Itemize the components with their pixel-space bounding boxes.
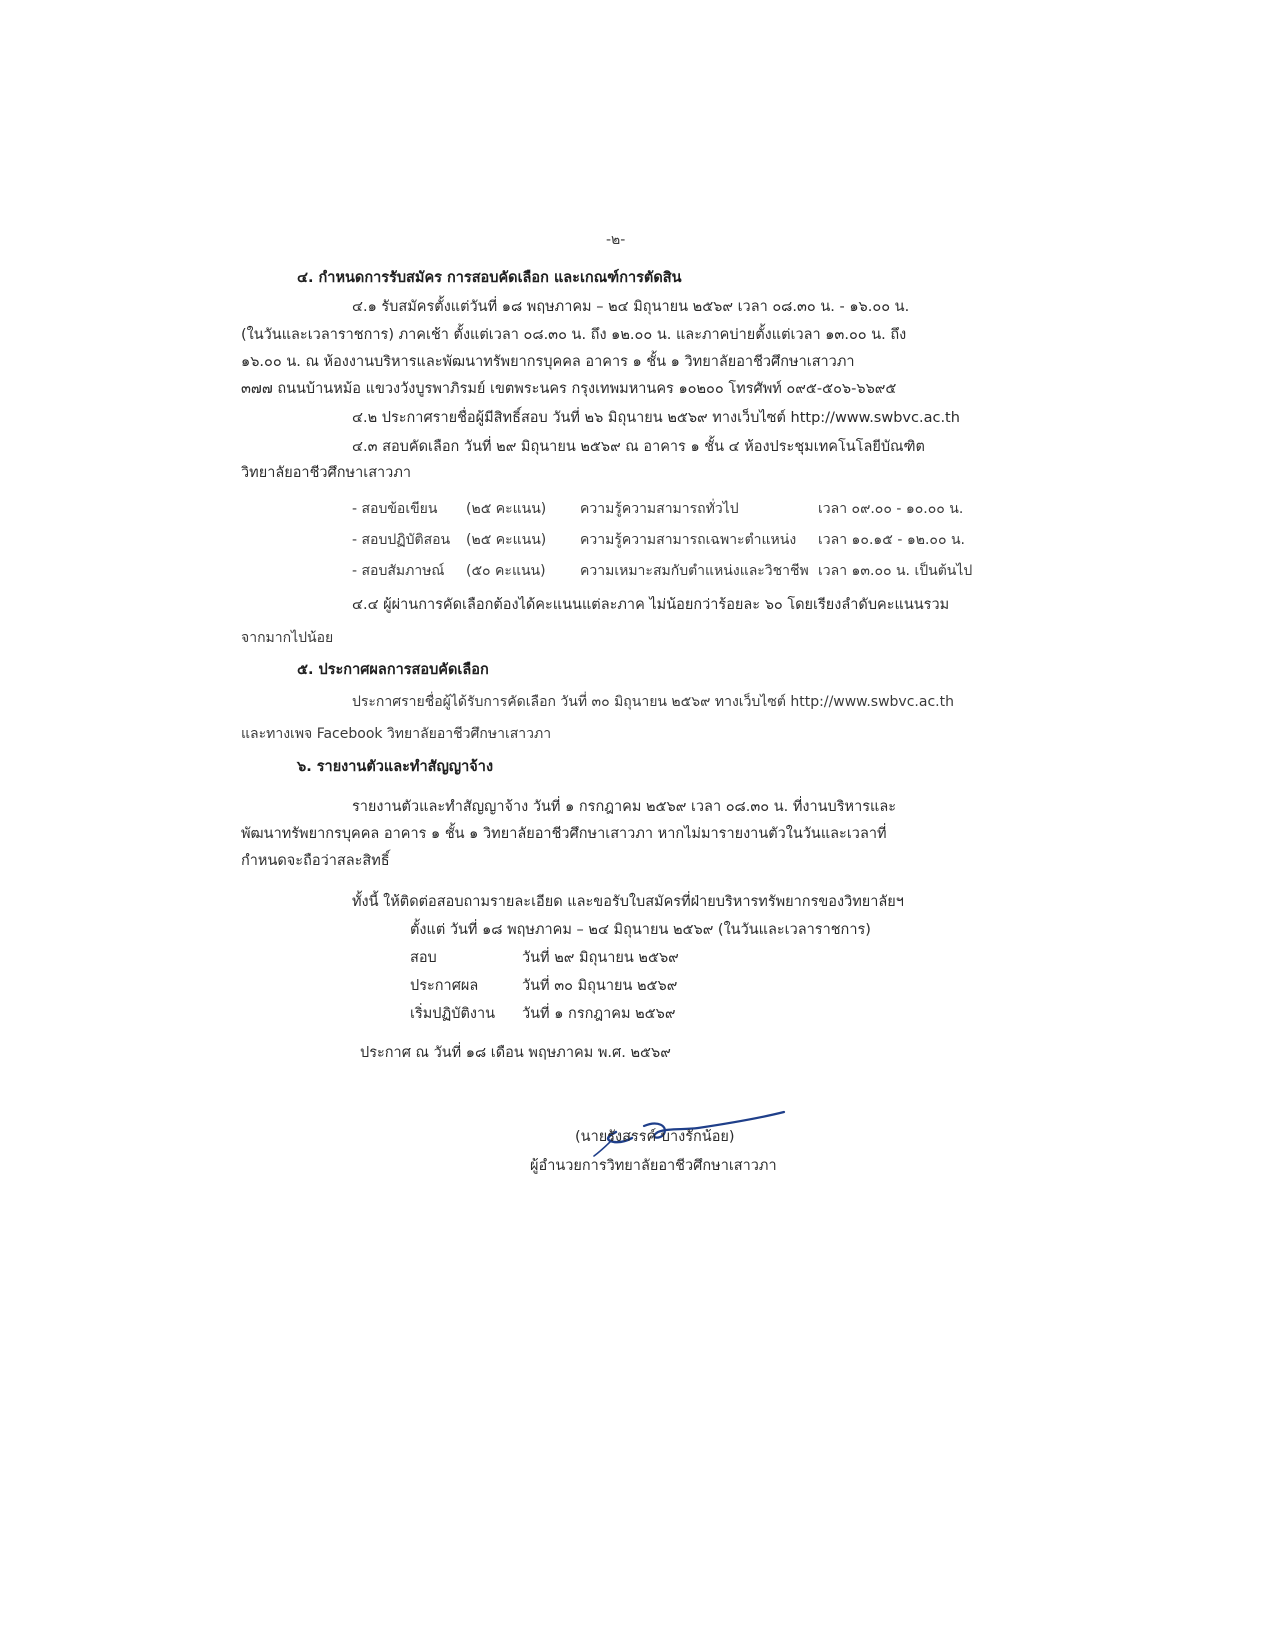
exam-time: เวลา ๐๙.๐๐ - ๑๐.๐๐ น. [818, 501, 964, 517]
exam-score: (๒๕ คะแนน) [466, 532, 547, 548]
section-6-line-2: พัฒนาทรัพยากรบุคคล อาคาร ๑ ชั้น ๑ วิทยาลัยอาชีวศึกษาเสาวภา หากไม่มารายงานตัวในวันและเวลาที่ [241, 826, 887, 842]
section-6-heading: ๖. รายงานตัวและทำสัญญาจ้าง [297, 759, 494, 775]
paragraph-4-1-line-1: ๔.๑ รับสมัครตั้งแต่วันที่ ๑๘ พฤษภาคม – ๒๔ มิถุนายน ๒๕๖๙ เวลา ๐๘.๓๐ น. - ๑๖.๐๐ น. [352, 299, 910, 315]
exam-type: - สอบปฏิบัติสอน [352, 532, 451, 548]
paragraph-4-1-line-3: ๑๖.๐๐ น. ณ ห้องงานบริหารและพัฒนาทรัพยากรบุคคล อาคาร ๑ ชั้น ๑ วิทยาลัยอาชีวศึกษาเสาวภา [241, 354, 855, 370]
paragraph-4-1-line-2: (ในวันและเวลาราชการ) ภาคเช้า ตั้งแต่เวลา ๐๘.๓๐ น. ถึง ๑๒.๐๐ น. และภาคบ่ายตั้งแต่เวลา ๑๓.๐๐ น. ถึง [241, 327, 907, 343]
exam-score: (๕๐ คะแนน) [466, 563, 546, 579]
announcement-date: ประกาศ ณ วันที่ ๑๘ เดือน พฤษภาคม พ.ศ. ๒๕๖๙ [360, 1045, 671, 1061]
section-6-line-3: กำหนดจะถือว่าสละสิทธิ์ [241, 853, 390, 869]
signatory-position: ผู้อำนวยการวิทยาลัยอาชีวศึกษาเสาวภา [530, 1158, 777, 1174]
key-date-value: วันที่ ๒๙ มิถุนายน ๒๕๖๙ [522, 950, 679, 966]
key-date-label: ประกาศผล [410, 978, 479, 994]
paragraph-4-3-line-2: วิทยาลัยอาชีวศึกษาเสาวภา [241, 465, 412, 481]
exam-time: เวลา ๑๐.๑๕ - ๑๒.๐๐ น. [818, 532, 965, 548]
exam-type: - สอบข้อเขียน [352, 501, 438, 517]
contact-intro: ทั้งนี้ ให้ติดต่อสอบถามรายละเอียด และขอรับใบสมัครที่ฝ่ายบริหารทรัพยากรของวิทยาลัยฯ [352, 894, 904, 910]
exam-topic: ความรู้ความสามารถเฉพาะตำแหน่ง [580, 532, 797, 548]
signatory-name: (นายรังสรรค์ บางรักน้อย) [575, 1129, 735, 1145]
section-5-line-2: และทางเพจ Facebook วิทยาลัยอาชีวศึกษาเสาวภา [241, 726, 552, 742]
paragraph-4-1-line-4: ๓๗๗ ถนนบ้านหม้อ แขวงวังบูรพาภิรมย์ เขตพระนคร กรุงเทพมหานคร ๑๐๒๐๐ โทรศัพท์ ๐๙๕-๕๐๖-๖๖๙๕ [241, 381, 897, 397]
exam-type: - สอบสัมภาษณ์ [352, 563, 445, 579]
key-date-value: วันที่ ๓๐ มิถุนายน ๒๕๖๙ [522, 978, 678, 994]
paragraph-4-4-line-2: จากมากไปน้อย [241, 630, 334, 646]
paragraph-4-3-line-1: ๔.๓ สอบคัดเลือก วันที่ ๒๙ มิถุนายน ๒๕๖๙ ณ อาคาร ๑ ชั้น ๔ ห้องประชุมเทคโนโลยีบัณฑิต [352, 439, 925, 455]
section-4-heading: ๔. กำหนดการรับสมัคร การสอบคัดเลือก และเกณฑ์การตัดสิน [297, 270, 682, 286]
paragraph-4-2: ๔.๒ ประกาศรายชื่อผู้มีสิทธิ์สอบ วันที่ ๒๖ มิถุนายน ๒๕๖๙ ทางเว็บไซต์ http://www.swbvc.ac.th [352, 410, 960, 426]
exam-score: (๒๕ คะแนน) [466, 501, 547, 517]
exam-time: เวลา ๑๓.๐๐ น. เป็นต้นไป [818, 563, 973, 579]
section-5-heading: ๕. ประกาศผลการสอบคัดเลือก [297, 662, 489, 678]
section-6-line-1: รายงานตัวและทำสัญญาจ้าง วันที่ ๑ กรกฎาคม ๒๕๖๙ เวลา ๐๘.๓๐ น. ที่งานบริหารและ [352, 799, 897, 815]
exam-topic: ความรู้ความสามารถทั่วไป [580, 501, 739, 517]
paragraph-4-4-line-1: ๔.๔ ผู้ผ่านการคัดเลือกต้องได้คะแนนแต่ละภาค ไม่น้อยกว่าร้อยละ ๖๐ โดยเรียงลำดับคะแนนรวม [352, 597, 950, 613]
key-date-label: เริ่มปฏิบัติงาน [410, 1006, 495, 1022]
contact-apply-period: ตั้งแต่ วันที่ ๑๘ พฤษภาคม – ๒๔ มิถุนายน ๒๕๖๙ (ในวันและเวลาราชการ) [410, 922, 871, 938]
key-date-value: วันที่ ๑ กรกฎาคม ๒๕๖๙ [522, 1006, 676, 1022]
key-date-label: สอบ [410, 950, 437, 966]
page-number: -๒- [606, 232, 626, 248]
exam-topic: ความเหมาะสมกับตำแหน่งและวิชาชีพ [580, 563, 809, 579]
section-5-line-1: ประกาศรายชื่อผู้ได้รับการคัดเลือก วันที่ ๓๐ มิถุนายน ๒๕๖๙ ทางเว็บไซต์ http://www.swbvc.ac.th [352, 694, 954, 710]
